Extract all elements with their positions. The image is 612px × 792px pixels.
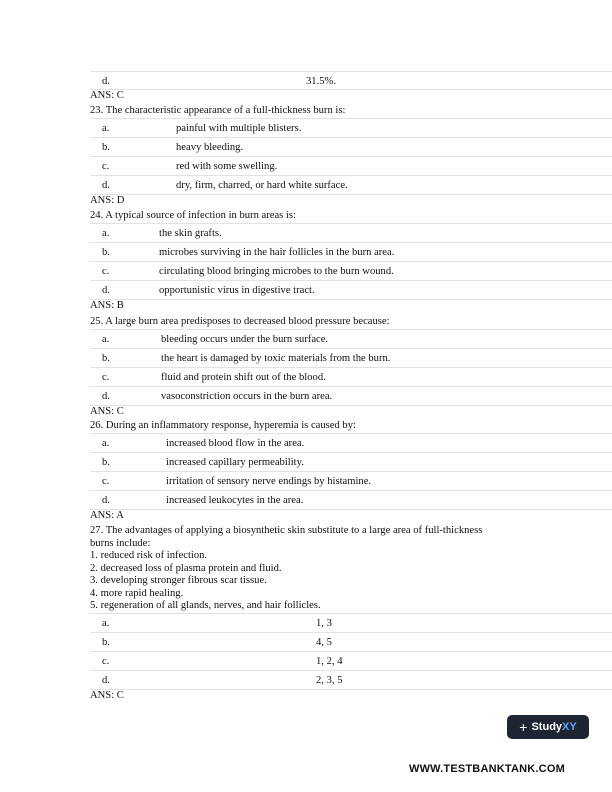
answer-key: ANS: C — [90, 689, 124, 701]
options-list — [90, 71, 612, 90]
option-c — [90, 651, 612, 670]
option-letter: c. — [102, 656, 110, 668]
option-text: opportunistic virus in digestive tract. — [159, 285, 315, 297]
option-letter: c. — [102, 161, 110, 173]
question-stem: 27. The advantages of applying a biosynthetic skin substitute to a large area of full-thickness burns include: — [90, 525, 483, 549]
option-letter: b. — [102, 246, 110, 258]
list-item: 5. regeneration of all glands, nerves, and hair follicles. — [90, 600, 321, 611]
option-text: the skin grafts. — [159, 227, 222, 239]
option-d — [90, 71, 612, 90]
list-item: 3. developing stronger fibrous scar tissue. — [90, 575, 267, 586]
option-text: 1, 2, 4 — [316, 656, 343, 668]
question-stem: 23. The characteristic appearance of a full-thickness burn is: — [90, 105, 346, 116]
answer-key: ANS: B — [90, 299, 124, 311]
question-27 — [90, 525, 500, 702]
answer-key: ANS: D — [90, 194, 125, 206]
option-text: the heart is damaged by toxic materials from the burn. — [161, 352, 391, 364]
option-letter: b. — [102, 456, 110, 468]
option-c — [90, 156, 612, 175]
list-item: 4. more rapid healing. — [90, 587, 184, 599]
option-text: 1, 3 — [316, 617, 332, 629]
option-letter: a. — [102, 122, 110, 134]
option-c — [90, 261, 612, 280]
option-a — [90, 223, 612, 242]
option-letter: b. — [102, 352, 110, 364]
question-stem: 24. A typical source of infection in burn areas is: — [90, 210, 296, 221]
option-letter: b. — [102, 141, 110, 153]
option-text: heavy bleeding. — [176, 141, 244, 153]
option-text: 2, 3, 5 — [316, 675, 343, 687]
option-a — [90, 613, 612, 632]
option-letter: d. — [102, 675, 110, 687]
option-text: red with some swelling. — [176, 161, 278, 173]
option-b — [90, 348, 612, 367]
question-stem: 25. A large burn area predisposes to decreased blood pressure because: — [90, 316, 390, 327]
option-d — [90, 280, 612, 299]
question-stem: 26. During an inflammatory response, hyperemia is caused by: — [90, 420, 356, 431]
brand-name: StudyXY — [531, 721, 577, 733]
option-text: increased blood flow in the area. — [166, 437, 305, 449]
question-23 — [90, 105, 530, 207]
plus-icon: + — [519, 719, 528, 735]
numbered-list — [90, 550, 500, 613]
options-list — [90, 433, 612, 510]
list-item: 1. reduced risk of infection. — [90, 550, 208, 561]
studyxy-logo[interactable] — [507, 715, 589, 739]
option-text: microbes surviving in the hair follicles in the burn area. — [159, 246, 395, 258]
option-text: dry, firm, charred, or hard white surface. — [176, 180, 348, 192]
option-text: painful with multiple blisters. — [176, 122, 302, 134]
option-text: bleeding occurs under the burn surface. — [161, 333, 329, 345]
option-letter: a. — [102, 333, 110, 345]
option-d — [90, 490, 612, 509]
answer-key: ANS: C — [90, 90, 124, 102]
option-text: 31.5%. — [306, 76, 337, 87]
option-letter: b. — [102, 636, 110, 648]
options-list — [90, 329, 612, 406]
option-letter: a. — [102, 617, 110, 629]
option-letter: c. — [102, 372, 110, 384]
option-b — [90, 137, 612, 156]
list-item: 2. decreased loss of plasma protein and fluid. — [90, 562, 282, 574]
question-26 — [90, 420, 530, 522]
option-letter: d. — [102, 180, 110, 192]
option-letter: d. — [102, 391, 110, 403]
option-d — [90, 386, 612, 405]
option-letter: a. — [102, 227, 110, 239]
option-c — [90, 471, 612, 490]
option-text: 4, 5 — [316, 636, 332, 648]
option-text: fluid and protein shift out of the blood. — [161, 372, 326, 384]
option-text: irritation of sensory nerve endings by histamine. — [166, 476, 372, 488]
option-d — [90, 175, 612, 194]
question-24 — [90, 210, 530, 312]
option-text: vasoconstriction occurs in the burn area. — [161, 391, 333, 403]
option-b — [90, 242, 612, 261]
option-letter: d. — [102, 285, 110, 297]
question-25 — [90, 316, 530, 418]
options-list — [90, 223, 612, 300]
option-a — [90, 118, 612, 137]
option-b — [90, 632, 612, 651]
option-letter: d. — [102, 76, 110, 87]
options-list — [90, 613, 612, 690]
website-link[interactable]: WWW.TESTBANKTANK.COM — [409, 763, 565, 775]
option-text: circulating blood bringing microbes to the burn wound. — [159, 266, 394, 278]
option-text: increased capillary permeability. — [166, 456, 304, 468]
option-a — [90, 329, 612, 348]
option-letter: a. — [102, 437, 110, 449]
option-letter: d. — [102, 495, 110, 507]
option-d — [90, 670, 612, 689]
answer-key: ANS: A — [90, 509, 124, 521]
option-c — [90, 367, 612, 386]
answer-key: ANS: C — [90, 405, 124, 417]
option-letter: c. — [102, 476, 110, 488]
option-b — [90, 452, 612, 471]
question-22-tail — [90, 71, 530, 103]
options-list — [90, 118, 612, 195]
option-a — [90, 433, 612, 452]
option-letter: c. — [102, 266, 110, 278]
option-text: increased leukocytes in the area. — [166, 495, 304, 507]
